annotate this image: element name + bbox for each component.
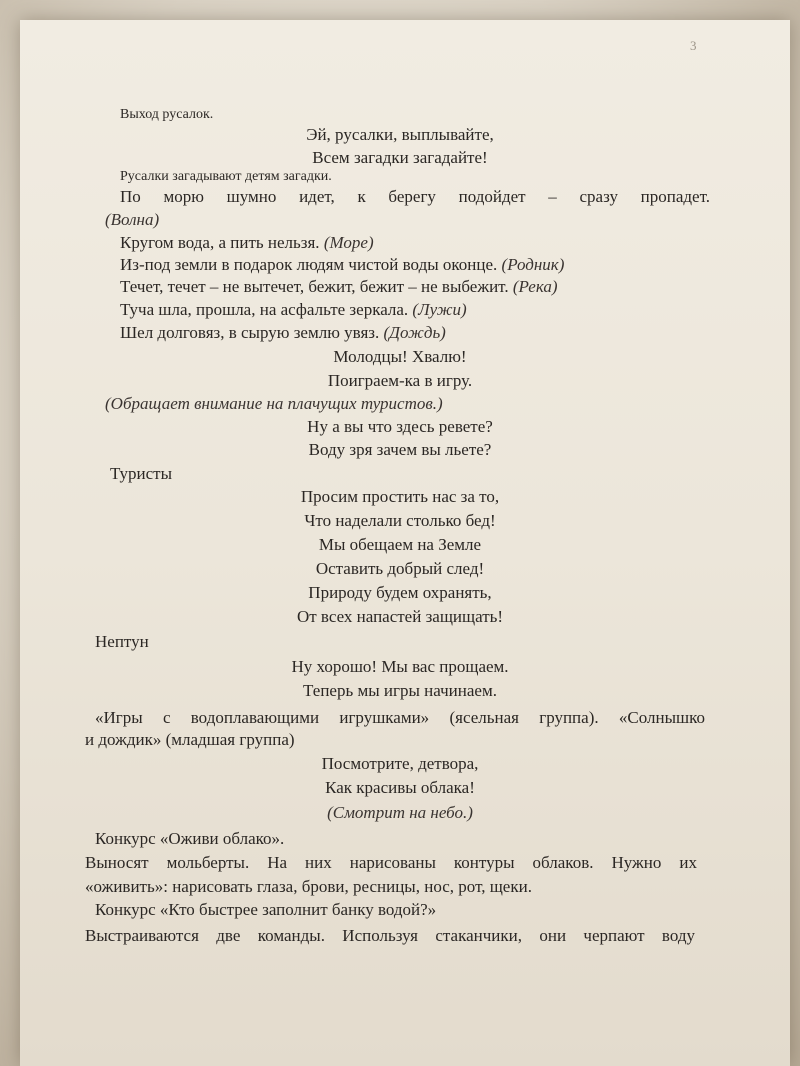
verse-line: Посмотрите, детвора, <box>321 754 479 773</box>
page-number: 3 <box>690 38 697 53</box>
verse-line: От всех напастей защищать! <box>296 607 504 626</box>
verse-line: Природу будем охранять, <box>308 583 492 602</box>
verse-line: Теперь мы игры начинаем. <box>303 681 497 700</box>
verse-line: Поиграем-ка в игру. <box>327 371 473 390</box>
speaker-name: Нептун <box>95 632 149 651</box>
verse-line: Как красивы облака! <box>325 778 475 797</box>
stage-direction: (Смотрит на небо.) <box>327 803 473 822</box>
text-line: «Игры с водоплавающими игрушками» (ясельная группа). «Солнышко <box>95 708 705 727</box>
riddle-line <box>120 322 446 344</box>
text-line: Выстраиваются две команды. Используя стаканчики, они черпают воду <box>85 926 695 945</box>
riddle-line <box>120 254 564 276</box>
riddle-answer: (Лужи) <box>412 300 467 319</box>
verse-line: Молодцы! Хвалю! <box>333 347 467 366</box>
riddle-text: Туча шла, прошла, на асфальте зеркала. <box>120 300 409 319</box>
riddle-answer: (Река) <box>512 277 558 296</box>
riddle-answer: (Родник) <box>501 255 565 274</box>
riddle-line: По морю шумно идет, к берегу подойдет – сразу пропадет. <box>120 187 710 206</box>
riddle-answer: (Волна) <box>105 210 160 229</box>
riddle-text: Из-под земли в подарок людям чистой воды оконце. <box>120 255 498 274</box>
text-line: Выход русалок. <box>120 107 214 122</box>
riddle-line <box>120 276 558 298</box>
riddle-answer: (Дождь) <box>383 323 446 342</box>
verse-line: Оставить добрый след! <box>315 559 485 578</box>
verse-line: Всем загадки загадайте! <box>312 148 488 167</box>
contest-title: Конкурс «Кто быстрее заполнит банку водой?» <box>95 900 437 919</box>
verse-line: Что наделали столько бед! <box>304 511 496 530</box>
stage-direction: (Обращает внимание на плачущих туристов.) <box>105 394 443 413</box>
text-line: и дождик» (младшая группа) <box>85 730 295 749</box>
speaker-name: Туристы <box>110 464 173 483</box>
riddle-line <box>120 299 467 321</box>
verse-line: Воду зря зачем вы льете? <box>308 440 492 459</box>
riddle-text: Течет, течет – не вытечет, бежит, бежит – не выбежит. <box>120 277 509 296</box>
verse-line: Эй, русалки, выплывайте, <box>306 125 494 144</box>
text-line: «оживить»: нарисовать глаза, брови, ресницы, нос, рот, щеки. <box>85 877 532 896</box>
text-line: Выносят мольберты. На них нарисованы контуры облаков. Нужно их <box>85 853 697 872</box>
text-line: Русалки загадывают детям загадки. <box>120 169 332 184</box>
verse-line: Ну хорошо! Мы вас прощаем. <box>291 657 509 676</box>
verse-line: Ну а вы что здесь ревете? <box>307 417 493 436</box>
riddle-text: Шел долговяз, в сырую землю увяз. <box>120 323 380 342</box>
contest-title: Конкурс «Оживи облако». <box>95 829 285 848</box>
riddle-answer: (Море) <box>323 233 374 252</box>
verse-line: Просим простить нас за то, <box>300 487 500 506</box>
riddle-text: Кругом вода, а пить нельзя. <box>120 233 320 252</box>
verse-line: Мы обещаем на Земле <box>318 535 482 554</box>
riddle-line <box>120 232 374 254</box>
